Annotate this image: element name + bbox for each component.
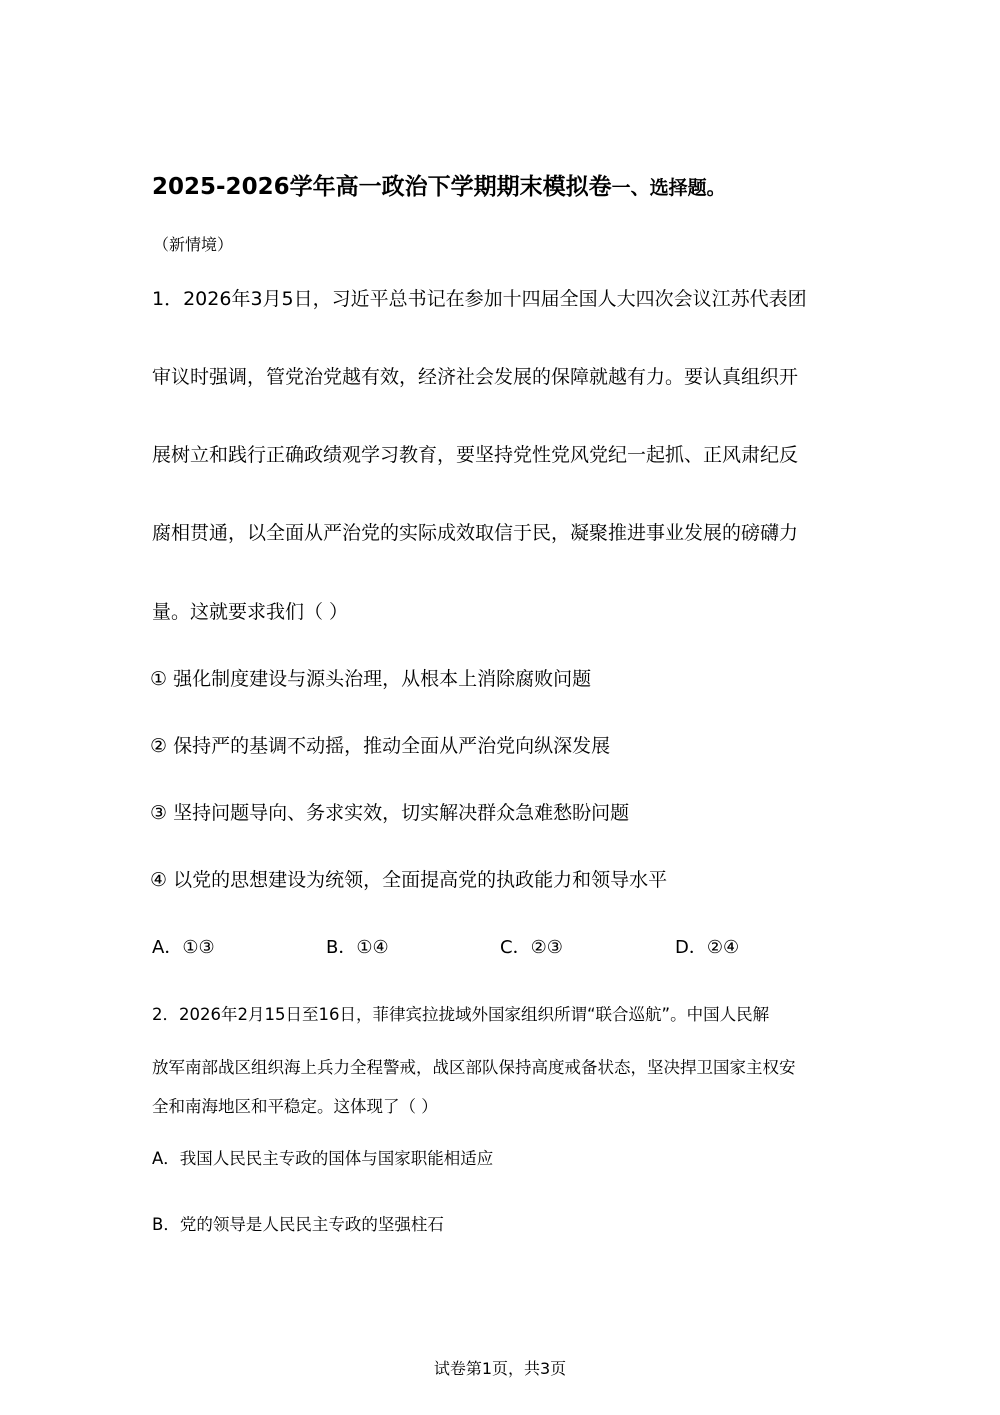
q1-choice-a: A．①③	[152, 937, 215, 958]
q2-choice-a: A．我国人民民主专政的国体与国家职能相适应	[152, 1149, 494, 1168]
q1-stem-line: 审议时强调，管党治党越有效，经济社会发展的保障就越有力。要认真组织开	[152, 366, 799, 388]
q1-choice-b: B．①④	[326, 937, 389, 958]
q1-stem-line: 腐相贯通，以全面从严治党的实际成效取信于民，凝聚推进事业发展的磅礴力	[152, 522, 799, 544]
q2-stem-line: 全和南海地区和平稳定。这体现了（ ）	[152, 1097, 438, 1116]
page-title	[152, 168, 726, 201]
context-tag: （新情境）	[153, 235, 234, 254]
q1-statement: ② 保持严的基调不动摇，推动全面从严治党向纵深发展	[150, 735, 611, 757]
q1-statement: ④ 以党的思想建设为统领，全面提高党的执政能力和领导水平	[150, 869, 668, 891]
q1-stem-line: 1．2026年3月5日，习近平总书记在参加十四届全国人大四次会议江苏代表团	[152, 288, 807, 310]
q1-statement: ① 强化制度建设与源头治理，从根本上消除腐败问题	[150, 668, 592, 690]
section-heading: 一、选择题。	[611, 177, 726, 199]
q1-statement: ③ 坚持问题导向、务求实效，切实解决群众急难愁盼问题	[150, 802, 630, 824]
q1-stem-line: 展树立和践行正确政绩观学习教育，要坚持党性党风党纪一起抓、正风肃纪反	[152, 444, 799, 466]
q1-choice-c: C．②③	[500, 937, 563, 958]
q2-stem-line: 2．2026年2月15日至16日，菲律宾拉拢域外国家组织所谓“联合巡航”。中国人民解	[152, 1005, 770, 1024]
exam-title: 2025-2026学年高一政治下学期期末模拟卷	[152, 174, 612, 200]
page-footer: 试卷第1页，共3页	[433, 1359, 567, 1378]
q1-stem-line: 量。这就要求我们（ ）	[152, 601, 349, 623]
q2-choice-b: B．党的领导是人民民主专政的坚强柱石	[152, 1215, 444, 1234]
q1-choice-d: D．②④	[675, 937, 740, 958]
q2-stem-line: 放军南部战区组织海上兵力全程警戒，战区部队保持高度戒备状态，坚决捍卫国家主权安	[152, 1058, 796, 1077]
